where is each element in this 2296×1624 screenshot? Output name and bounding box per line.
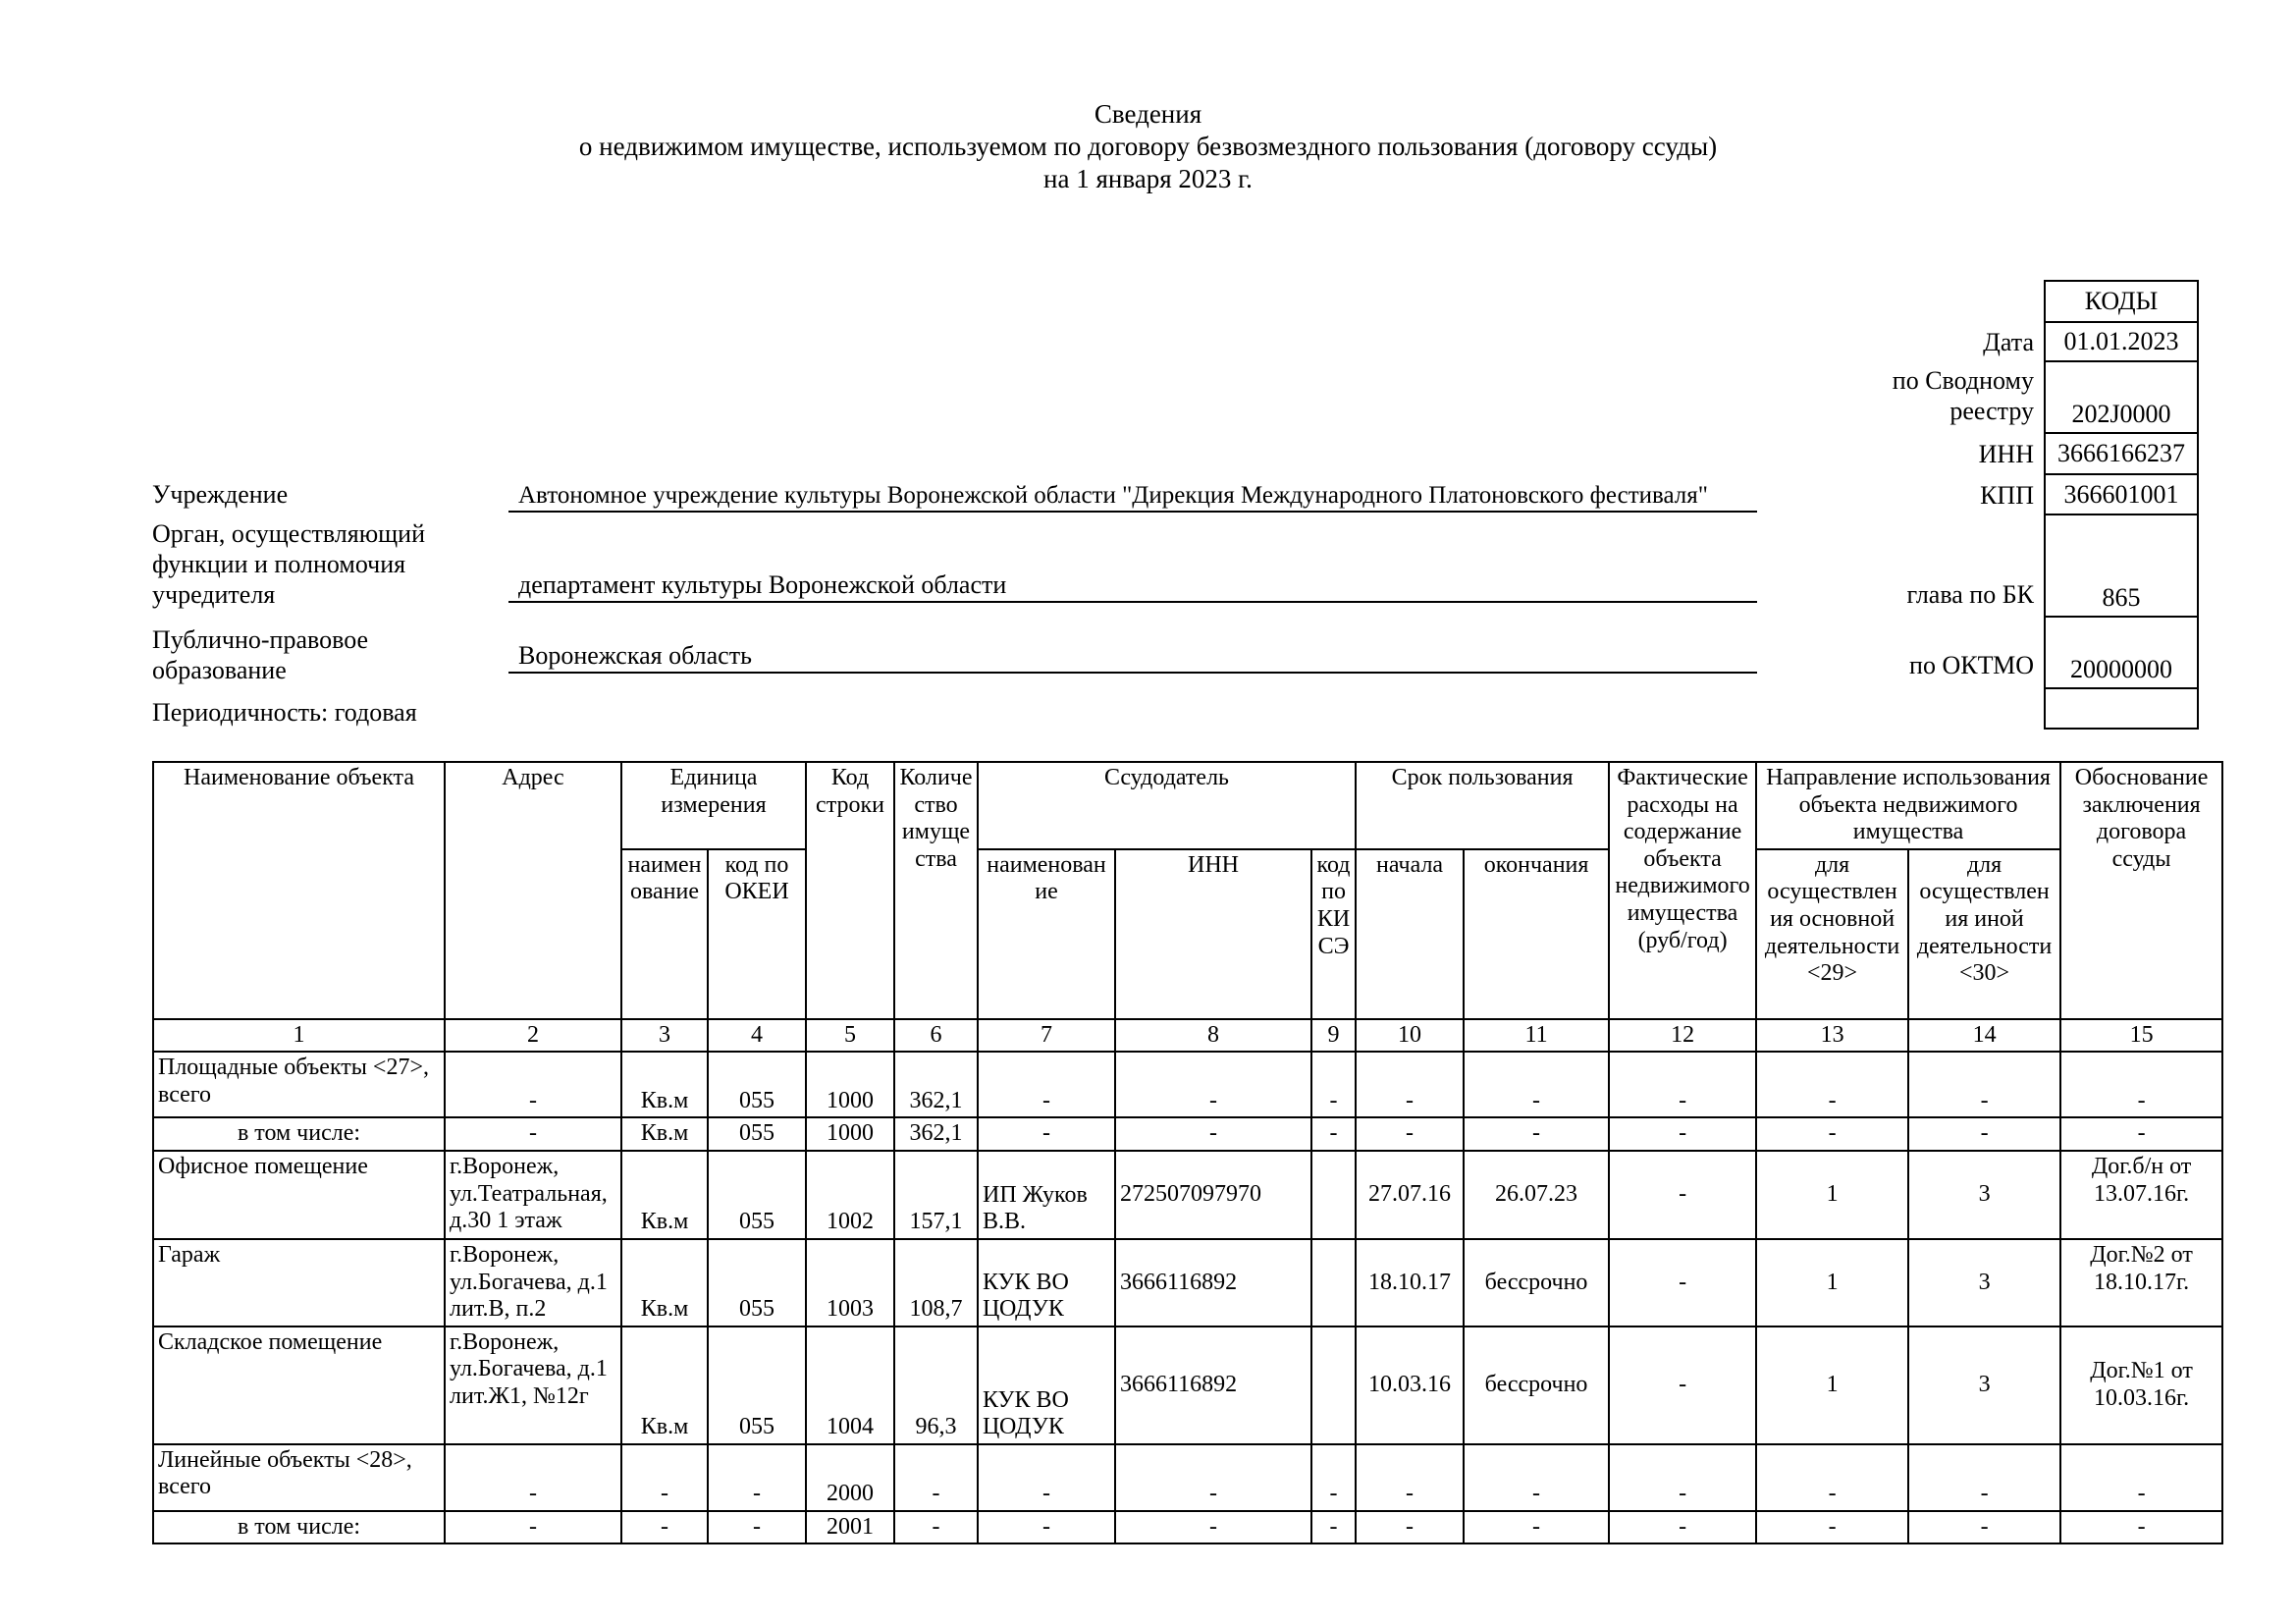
table-cell: ИП Жуков В.В. — [978, 1151, 1115, 1239]
table-cell: - — [1356, 1117, 1464, 1151]
codes-value-registry: 202J0000 — [2046, 360, 2197, 432]
table-cell: - — [1115, 1052, 1311, 1117]
table-cell: бессрочно — [1464, 1239, 1609, 1326]
table-cell: - — [1609, 1326, 1756, 1444]
table-cell: 108,7 — [894, 1239, 978, 1326]
codes-box-header: КОДЫ — [2084, 287, 2159, 315]
codes-value-oktmo: 20000000 — [2046, 616, 2197, 687]
table-cell — [1311, 1151, 1356, 1239]
column-number: 6 — [894, 1019, 978, 1053]
header-expenses: Фактические расходы на содержание объекта недвижимого имущества (руб/год) — [1609, 762, 1756, 1019]
table-cell: 362,1 — [894, 1052, 978, 1117]
column-number: 7 — [978, 1019, 1115, 1053]
table-cell: в том числе: — [153, 1511, 445, 1544]
table-cell: Дог.№2 от 18.10.17г. — [2060, 1239, 2222, 1326]
table-cell: - — [445, 1117, 621, 1151]
founder-label: Орган, осуществляющий функции и полномочия учредителя — [152, 519, 425, 609]
table-cell: 1 — [1756, 1326, 1908, 1444]
header-term-end: окончания — [1464, 849, 1609, 1019]
table-row — [153, 1117, 2222, 1151]
codes-empty-row — [2046, 687, 2197, 728]
public-entity-value: Воронежская область — [508, 636, 1757, 674]
table-cell: - — [1609, 1444, 1756, 1511]
table-cell: 1004 — [806, 1326, 894, 1444]
header-group-usage: Направление использования объекта недвижимого имущества — [1756, 762, 2060, 849]
table-cell: - — [621, 1444, 708, 1511]
codes-value-date: 01.01.2023 — [2046, 321, 2197, 360]
table-cell: - — [1356, 1511, 1464, 1544]
column-numbers-row — [153, 1019, 2222, 1053]
table-cell: КУК ВО ЦОДУК — [978, 1326, 1115, 1444]
table-cell: - — [1609, 1052, 1756, 1117]
table-cell: Кв.м — [621, 1052, 708, 1117]
table-cell: - — [1908, 1511, 2060, 1544]
table-cell: 27.07.16 — [1356, 1151, 1464, 1239]
table-cell: КУК ВО ЦОДУК — [978, 1239, 1115, 1326]
table-cell: - — [1756, 1444, 1908, 1511]
table-cell: - — [978, 1444, 1115, 1511]
codes-label-oktmo: по ОКТМО — [1909, 651, 2034, 679]
header-quantity: Количество имущества — [894, 762, 978, 1019]
table-cell: - — [894, 1511, 978, 1544]
table-cell: - — [1908, 1052, 2060, 1117]
table-cell: - — [894, 1444, 978, 1511]
table-cell: Гараж — [153, 1239, 445, 1326]
table-cell: Дог.б/н от 13.07.16г. — [2060, 1151, 2222, 1239]
codes-value-bk-chapter: 865 — [2046, 514, 2197, 616]
founder-value: департамент культуры Воронежской области — [508, 566, 1757, 603]
table-cell: - — [1609, 1117, 1756, 1151]
table-cell: - — [1464, 1117, 1609, 1151]
table-row — [153, 1151, 2222, 1239]
table-cell: Кв.м — [621, 1326, 708, 1444]
table-cell: - — [445, 1444, 621, 1511]
table-cell: 3 — [1908, 1239, 2060, 1326]
table-cell: 2000 — [806, 1444, 894, 1511]
table-cell: 362,1 — [894, 1117, 978, 1151]
table-cell: 1002 — [806, 1151, 894, 1239]
property-table — [152, 761, 2223, 1544]
document-title-line-3: на 1 января 2023 г. — [1043, 164, 1253, 193]
column-number: 11 — [1464, 1019, 1609, 1053]
table-cell: 055 — [708, 1052, 806, 1117]
table-cell: 10.03.16 — [1356, 1326, 1464, 1444]
institution-label: Учреждение — [152, 480, 289, 509]
table-cell: - — [978, 1511, 1115, 1544]
column-number: 14 — [1908, 1019, 2060, 1053]
table-cell — [1311, 1239, 1356, 1326]
table-cell: 3666116892 — [1115, 1239, 1311, 1326]
column-number: 3 — [621, 1019, 708, 1053]
column-number: 10 — [1356, 1019, 1464, 1053]
column-number: 4 — [708, 1019, 806, 1053]
table-cell: 1 — [1756, 1239, 1908, 1326]
table-cell: - — [1756, 1511, 1908, 1544]
table-cell: 26.07.23 — [1464, 1151, 1609, 1239]
header-term-start: начала — [1356, 849, 1464, 1019]
table-cell: в том числе: — [153, 1117, 445, 1151]
table-cell: - — [1756, 1117, 1908, 1151]
table-cell: - — [1311, 1117, 1356, 1151]
table-cell: Офисное помещение — [153, 1151, 445, 1239]
table-cell: - — [1908, 1444, 2060, 1511]
table-cell: 272507097970 — [1115, 1151, 1311, 1239]
header-lender-inn: ИНН — [1115, 849, 1311, 1019]
table-cell: - — [621, 1511, 708, 1544]
table-cell: - — [445, 1052, 621, 1117]
column-number: 5 — [806, 1019, 894, 1053]
header-lender-name: наименование — [978, 849, 1115, 1019]
header-unit-code: код по ОКЕИ — [708, 849, 806, 1019]
table-cell: - — [2060, 1117, 2222, 1151]
table-cell: - — [708, 1444, 806, 1511]
table-cell: 1 — [1756, 1151, 1908, 1239]
header-usage-main: для осуществления основной деятельности <29> — [1756, 849, 1908, 1019]
table-header-row-groups — [153, 762, 2222, 849]
table-cell: 055 — [708, 1117, 806, 1151]
header-object-name: Наименование объекта — [153, 762, 445, 1019]
table-cell: - — [1115, 1444, 1311, 1511]
table-cell: 1000 — [806, 1117, 894, 1151]
table-cell: 1000 — [806, 1052, 894, 1117]
codes-label-date: Дата — [1983, 328, 2034, 356]
table-row — [153, 1239, 2222, 1326]
table-cell: Кв.м — [621, 1151, 708, 1239]
table-cell: 1003 — [806, 1239, 894, 1326]
column-number: 1 — [153, 1019, 445, 1053]
table-cell: - — [1756, 1052, 1908, 1117]
codes-value-inn: 3666166237 — [2046, 432, 2197, 473]
table-cell: - — [978, 1117, 1115, 1151]
header-address: Адрес — [445, 762, 621, 1019]
public-entity-label: Публично-правовое образование — [152, 625, 369, 684]
table-cell: 18.10.17 — [1356, 1239, 1464, 1326]
codes-label-inn: ИНН — [1978, 440, 2034, 468]
table-cell: - — [1311, 1444, 1356, 1511]
table-cell: 3 — [1908, 1326, 2060, 1444]
table-row — [153, 1326, 2222, 1444]
table-cell: г.Воронеж, ул.Богачева, д.1 лит.В, п.2 — [445, 1239, 621, 1326]
table-cell: г.Воронеж, ул.Театральная, д.30 1 этаж — [445, 1151, 621, 1239]
header-justification: Обоснование заключения договора ссуды — [2060, 762, 2222, 1019]
document-title-line-2: о недвижимом имуществе, используемом по договору безвозмездного пользования (договору ссуды) — [578, 132, 1718, 161]
header-lender-kise: код по КИСЭ — [1311, 849, 1356, 1019]
table-cell: - — [1356, 1052, 1464, 1117]
table-cell: - — [445, 1511, 621, 1544]
table-row — [153, 1444, 2222, 1511]
table-cell — [1311, 1326, 1356, 1444]
document-title-line-1: Сведения — [1094, 99, 1202, 129]
table-cell: 055 — [708, 1326, 806, 1444]
table-cell: - — [1464, 1511, 1609, 1544]
table-cell: - — [1356, 1444, 1464, 1511]
table-cell: - — [978, 1052, 1115, 1117]
table-cell: - — [1908, 1117, 2060, 1151]
table-cell: - — [1311, 1511, 1356, 1544]
codes-label-registry: по Сводному реестру — [1892, 366, 2034, 425]
table-cell: - — [1609, 1511, 1756, 1544]
table-cell: 055 — [708, 1239, 806, 1326]
table-cell: - — [1464, 1444, 1609, 1511]
table-cell: - — [1311, 1052, 1356, 1117]
table-cell: - — [708, 1511, 806, 1544]
column-number: 2 — [445, 1019, 621, 1053]
table-cell: бессрочно — [1464, 1326, 1609, 1444]
column-number: 9 — [1311, 1019, 1356, 1053]
table-row — [153, 1511, 2222, 1544]
table-cell: 2001 — [806, 1511, 894, 1544]
column-number: 13 — [1756, 1019, 1908, 1053]
header-group-unit: Единица измерения — [621, 762, 806, 849]
table-cell: - — [2060, 1511, 2222, 1544]
column-number: 8 — [1115, 1019, 1311, 1053]
table-cell: 055 — [708, 1151, 806, 1239]
table-cell: - — [2060, 1444, 2222, 1511]
table-row — [153, 1052, 2222, 1117]
header-group-term: Срок пользования — [1356, 762, 1609, 849]
periodicity-label: Периодичность: годовая — [152, 698, 417, 727]
column-number: 15 — [2060, 1019, 2222, 1053]
table-cell: Дог.№1 от 10.03.16г. — [2060, 1326, 2222, 1444]
table-cell: - — [1115, 1511, 1311, 1544]
table-cell: Площадные объекты <27>, всего — [153, 1052, 445, 1117]
column-number: 12 — [1609, 1019, 1756, 1053]
codes-label-kpp: КПП — [1980, 481, 2034, 510]
codes-box — [2044, 280, 2199, 730]
table-body — [153, 1052, 2222, 1543]
table-cell: - — [1609, 1239, 1756, 1326]
table-cell: 3666116892 — [1115, 1326, 1311, 1444]
header-group-lender: Ссудодатель — [978, 762, 1356, 849]
table-cell: Кв.м — [621, 1239, 708, 1326]
codes-label-bk-chapter: глава по БК — [1906, 580, 2034, 609]
table-cell: Линейные объекты <28>, всего — [153, 1444, 445, 1511]
table-cell: г.Воронеж, ул.Богачева, д.1 лит.Ж1, №12г — [445, 1326, 621, 1444]
table-cell: - — [1464, 1052, 1609, 1117]
table-cell: Кв.м — [621, 1117, 708, 1151]
header-usage-other: для осуществления иной деятельности <30> — [1908, 849, 2060, 1019]
table-cell: 3 — [1908, 1151, 2060, 1239]
header-line-code: Код строки — [806, 762, 894, 1019]
codes-value-kpp: 366601001 — [2046, 473, 2197, 514]
document-title — [0, 98, 2296, 195]
table-cell: - — [1609, 1151, 1756, 1239]
header-unit-name: наименование — [621, 849, 708, 1019]
table-cell: 157,1 — [894, 1151, 978, 1239]
table-cell: Складское помещение — [153, 1326, 445, 1444]
table-cell: - — [2060, 1052, 2222, 1117]
table-cell: 96,3 — [894, 1326, 978, 1444]
institution-value: Автономное учреждение культуры Воронежской области "Дирекция Международного Платоновского фестиваля" — [508, 475, 1757, 513]
table-cell: - — [1115, 1117, 1311, 1151]
